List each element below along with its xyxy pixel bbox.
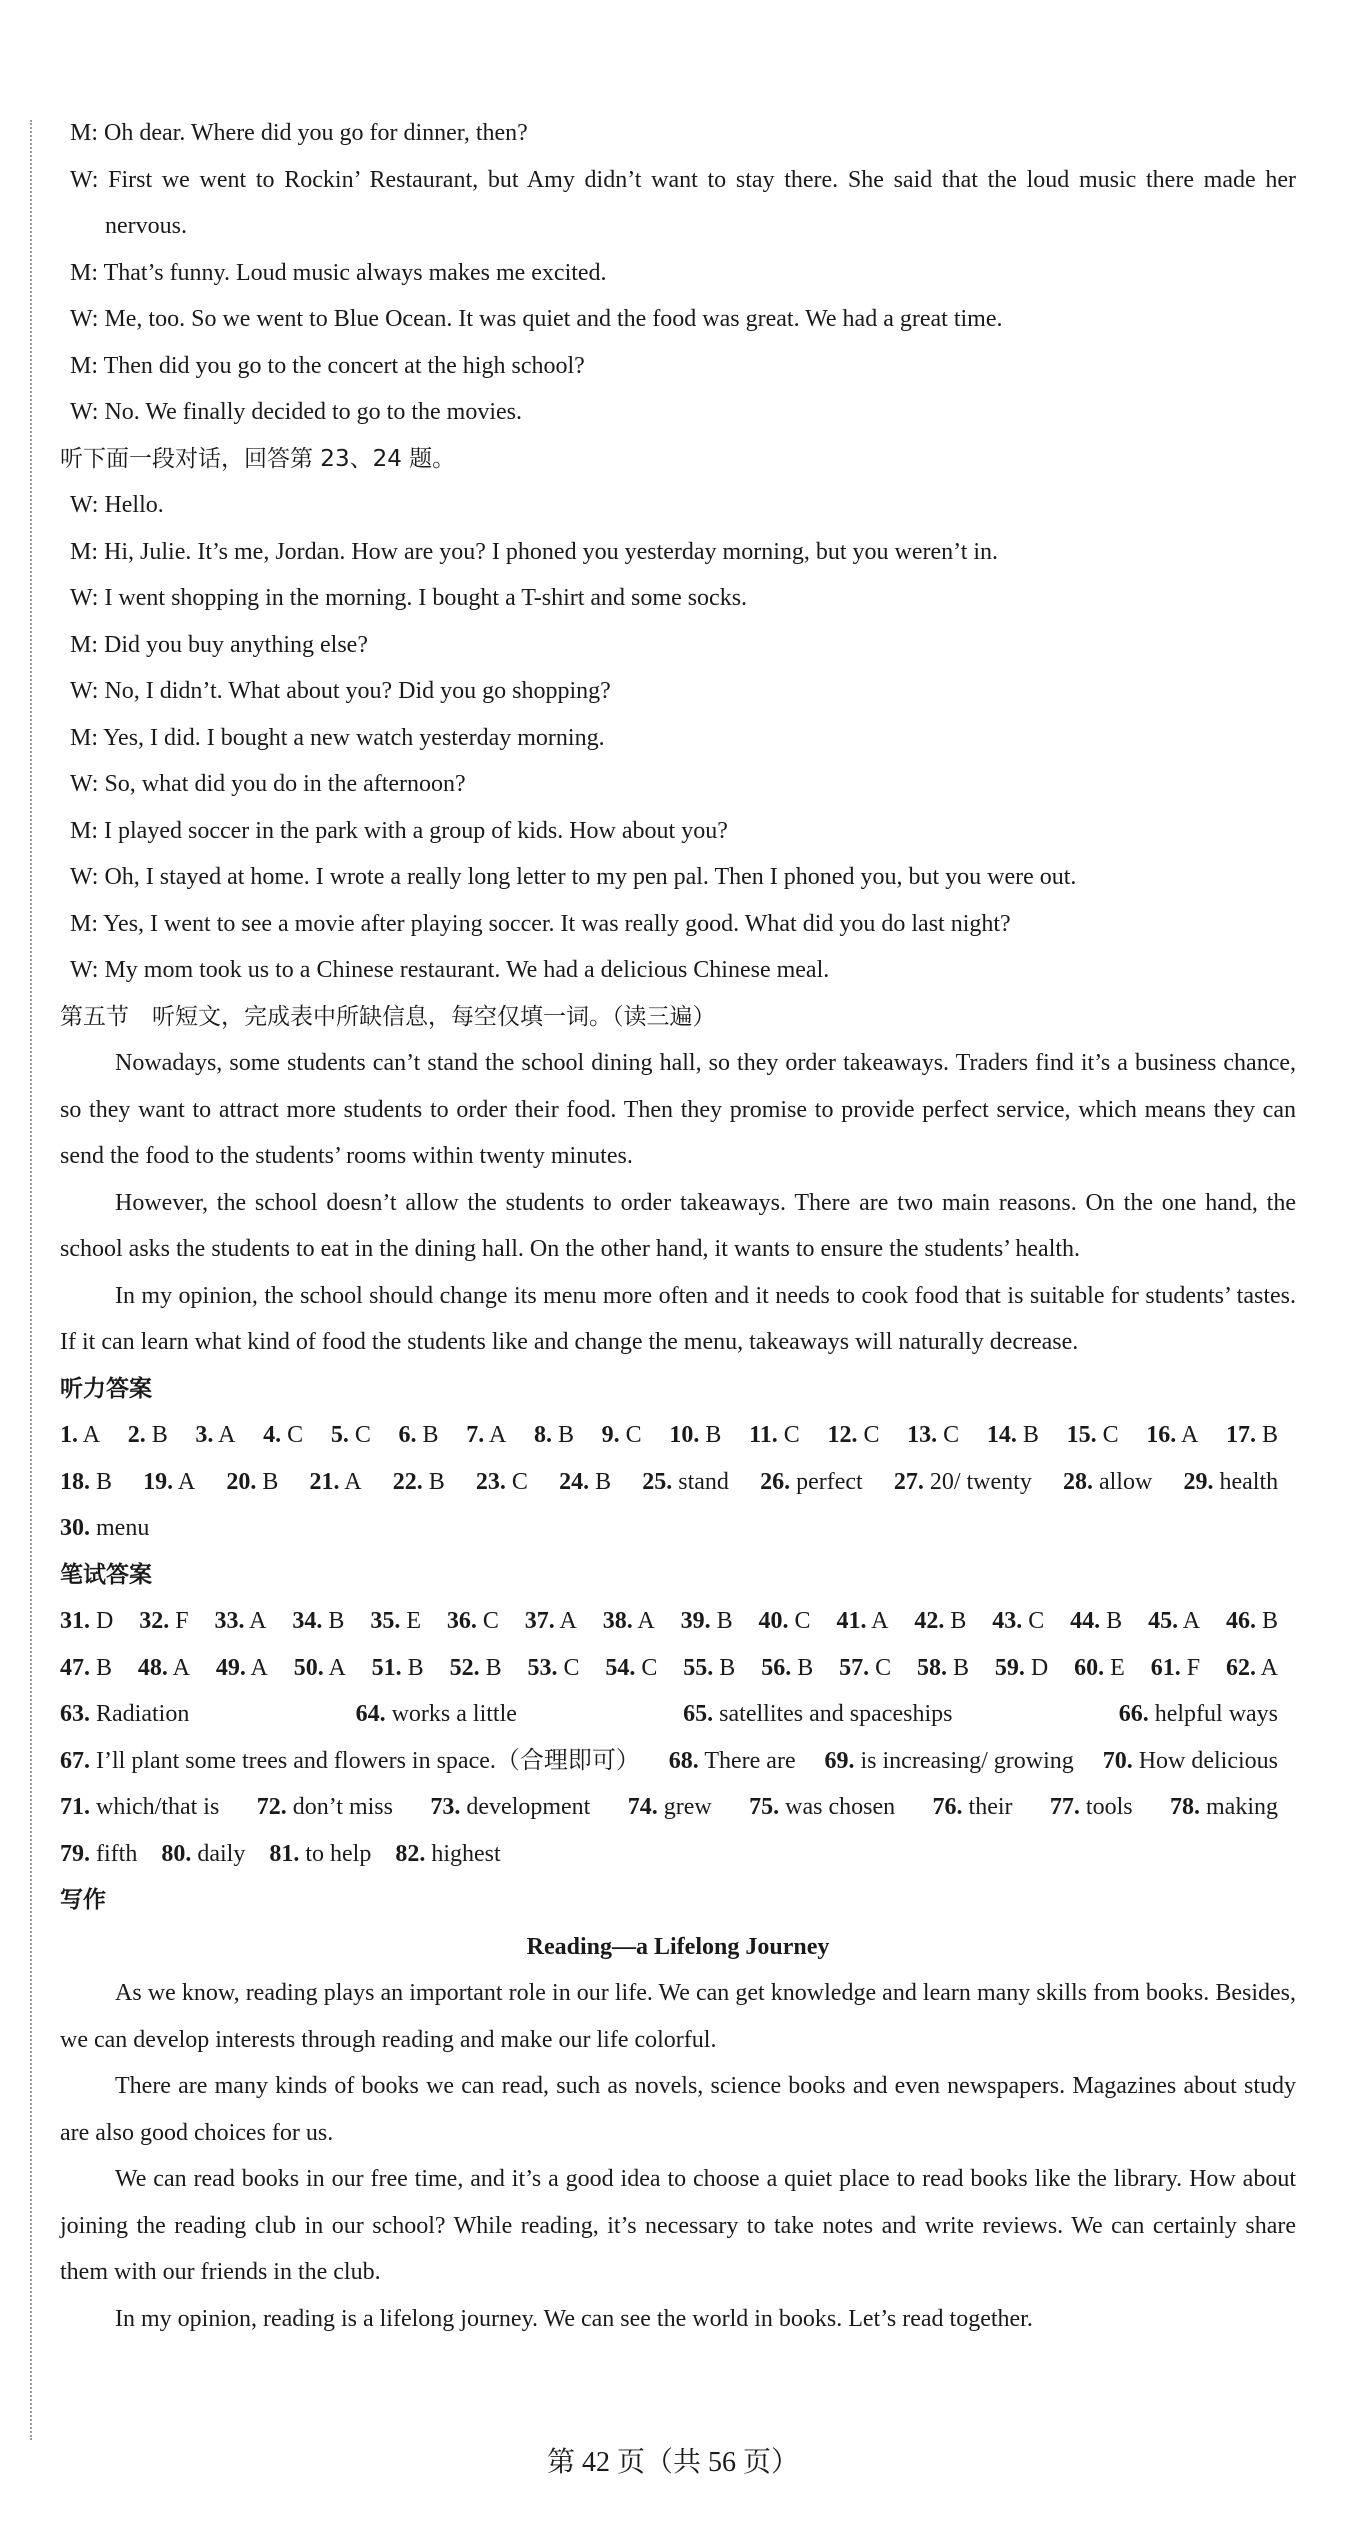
answer-value: C bbox=[783, 1422, 800, 1448]
answer-value: B bbox=[1262, 1608, 1279, 1634]
answer-value: grew bbox=[663, 1794, 712, 1820]
answer-number: 4. bbox=[263, 1422, 282, 1448]
answer-number: 82. bbox=[395, 1840, 426, 1867]
answer-number: 14. bbox=[986, 1422, 1017, 1448]
answer-value: B bbox=[485, 1654, 502, 1681]
dialogue-line: W: Hello. bbox=[70, 492, 164, 518]
answer-value: B bbox=[595, 1468, 612, 1495]
answer-value: C bbox=[943, 1422, 960, 1448]
answer-item bbox=[60, 1412, 100, 1459]
answer-number: 75. bbox=[749, 1794, 780, 1820]
answer-item bbox=[683, 1645, 735, 1692]
answer-item bbox=[1226, 1412, 1278, 1459]
answer-value: don’t miss bbox=[292, 1794, 393, 1820]
answer-number: 61. bbox=[1150, 1654, 1181, 1681]
answer-value: health bbox=[1219, 1468, 1279, 1495]
answer-number: 79. bbox=[60, 1840, 90, 1867]
dialogue-1 bbox=[60, 110, 1296, 436]
answer-number: 12. bbox=[827, 1422, 858, 1448]
answer-number: 9. bbox=[601, 1422, 620, 1448]
answer-value: daily bbox=[197, 1840, 246, 1867]
answer-item bbox=[399, 1412, 439, 1459]
answer-value: to help bbox=[305, 1840, 372, 1867]
answer-number: 24. bbox=[559, 1468, 590, 1495]
answer-item bbox=[825, 1738, 1074, 1785]
answer-number: 72. bbox=[256, 1794, 287, 1820]
answer-number: 34. bbox=[292, 1608, 323, 1634]
answer-item bbox=[602, 1412, 642, 1459]
answer-item bbox=[1226, 1645, 1278, 1692]
dialogue-line: W: So, what did you do in the afternoon? bbox=[70, 771, 466, 797]
answer-number: 28. bbox=[1062, 1468, 1093, 1495]
answer-value: B bbox=[428, 1468, 445, 1495]
answer-number: 19. bbox=[143, 1468, 174, 1495]
answer-item bbox=[356, 1691, 517, 1738]
answer-value: works a little bbox=[391, 1701, 517, 1727]
answer-item bbox=[907, 1412, 959, 1459]
answer-item bbox=[760, 1459, 863, 1506]
essay-paragraph: In my opinion, reading is a lifelong journey. We can see the world in books. Let’s read together. bbox=[115, 2305, 1033, 2332]
answer-value: Radiation bbox=[96, 1701, 190, 1727]
answer-item bbox=[393, 1459, 445, 1506]
dialogue-line: W: I went shopping in the morning. I bought a T-shirt and some socks. bbox=[70, 585, 748, 611]
answer-item bbox=[60, 1738, 640, 1785]
answer-number: 8. bbox=[533, 1422, 552, 1448]
answer-number: 29. bbox=[1183, 1468, 1214, 1495]
answer-value: is increasing/ growing bbox=[860, 1747, 1074, 1774]
answer-value: which/that is bbox=[96, 1794, 220, 1820]
answer-item bbox=[139, 1598, 188, 1645]
answer-value: F bbox=[175, 1608, 189, 1634]
passage-paragraph: However, the school doesn’t allow the students to order takeaways. There are two main reasons. On the one hand, the school asks the students to eat in the dining hall. On the other hand, it wants to ensure the students’ health. bbox=[60, 1189, 1296, 1262]
page-number: 第 42 页（共 56 页） bbox=[546, 2447, 799, 2478]
answer-number: 35. bbox=[370, 1608, 401, 1634]
answer-item bbox=[749, 1784, 895, 1831]
answer-item bbox=[836, 1598, 888, 1645]
answer-value: D bbox=[96, 1608, 114, 1634]
answer-value: A bbox=[82, 1422, 101, 1448]
answer-item bbox=[534, 1412, 574, 1459]
answer-number: 13. bbox=[907, 1422, 938, 1448]
answer-value: stand bbox=[678, 1468, 729, 1495]
answer-value: B bbox=[151, 1422, 168, 1448]
answer-value: A bbox=[871, 1608, 889, 1634]
answer-value: A bbox=[1182, 1608, 1201, 1634]
answer-item bbox=[1148, 1598, 1200, 1645]
answer-value: A bbox=[488, 1422, 507, 1448]
answer-number: 74. bbox=[627, 1794, 658, 1820]
answer-item bbox=[60, 1691, 189, 1738]
answer-value: B bbox=[1262, 1422, 1279, 1448]
essay bbox=[60, 1970, 1296, 2342]
answer-value: A bbox=[637, 1608, 655, 1634]
answer-number: 81. bbox=[269, 1840, 300, 1867]
answer-number: 76. bbox=[932, 1794, 963, 1820]
answer-value: E bbox=[406, 1608, 421, 1634]
answer-number: 18. bbox=[60, 1468, 90, 1495]
answer-item bbox=[161, 1831, 245, 1878]
answer-item bbox=[669, 1412, 721, 1459]
answer-number: 6. bbox=[398, 1422, 417, 1448]
answer-item bbox=[759, 1598, 811, 1645]
answer-number: 47. bbox=[60, 1654, 90, 1681]
answer-number: 15. bbox=[1066, 1422, 1097, 1448]
page-content bbox=[60, 110, 1296, 2342]
answer-number: 45. bbox=[1148, 1608, 1179, 1634]
answer-item bbox=[310, 1459, 362, 1506]
answer-item bbox=[917, 1645, 969, 1692]
answer-value: C bbox=[1102, 1422, 1119, 1448]
essay-paragraph: As we know, reading plays an important role in our life. We can get knowledge and learn many skills from books. Besides, we can develop interests through reading and make our life colorful. bbox=[60, 1980, 1296, 2053]
answer-number: 1. bbox=[60, 1422, 78, 1448]
answer-item bbox=[263, 1412, 303, 1459]
instruction-23-24: 听下面一段对话，回答第 23、24 题。 bbox=[60, 445, 456, 472]
answer-number: 71. bbox=[60, 1794, 90, 1820]
answer-item bbox=[605, 1645, 657, 1692]
answer-item bbox=[1074, 1645, 1125, 1692]
answer-value: A bbox=[177, 1468, 196, 1495]
answer-item bbox=[331, 1412, 371, 1459]
answer-number: 31. bbox=[60, 1608, 90, 1634]
answer-value: A bbox=[250, 1654, 268, 1681]
answer-value: There are bbox=[704, 1747, 796, 1774]
answer-value: B bbox=[557, 1422, 574, 1448]
answer-item bbox=[60, 1784, 219, 1831]
passage-paragraph: In my opinion, the school should change its menu more often and it needs to cook food that is suitable for students’ tastes. If it can learn what kind of food the students like and change the menu, takeaways will naturally decrease. bbox=[60, 1282, 1296, 1355]
answer-item bbox=[992, 1598, 1044, 1645]
answer-number: 3. bbox=[195, 1422, 214, 1448]
answer-value: C bbox=[511, 1468, 528, 1495]
answer-value: B bbox=[797, 1654, 814, 1681]
answer-value: menu bbox=[96, 1515, 150, 1541]
answer-value: A bbox=[344, 1468, 362, 1495]
dialogue-line: M: I played soccer in the park with a group of kids. How about you? bbox=[70, 817, 728, 844]
dialogue-line: W: No, I didn’t. What about you? Did you go shopping? bbox=[70, 678, 611, 704]
answer-value: development bbox=[466, 1794, 591, 1820]
answer-item bbox=[1103, 1738, 1278, 1785]
answer-item bbox=[60, 1831, 137, 1878]
answer-value: A bbox=[218, 1422, 236, 1448]
answer-number: 66. bbox=[1118, 1701, 1149, 1727]
answer-item bbox=[195, 1412, 235, 1459]
answer-item bbox=[466, 1412, 506, 1459]
answer-value: B bbox=[716, 1608, 733, 1634]
answer-number: 67. bbox=[60, 1747, 90, 1774]
dialogue-line: M: Hi, Julie. It’s me, Jordan. How are you? I phoned you yesterday morning, but you weren’t in. bbox=[70, 538, 999, 565]
answer-number: 70. bbox=[1102, 1747, 1133, 1774]
answer-item bbox=[447, 1598, 499, 1645]
dialogue-2 bbox=[60, 482, 1296, 994]
answer-value: highest bbox=[431, 1840, 501, 1867]
answer-value: C bbox=[625, 1422, 642, 1448]
answer-item bbox=[1050, 1784, 1133, 1831]
answer-number: 64. bbox=[355, 1701, 386, 1727]
answer-value: C bbox=[641, 1654, 658, 1681]
answer-value: C bbox=[354, 1422, 371, 1448]
answer-item bbox=[372, 1645, 424, 1692]
answer-item bbox=[60, 1645, 112, 1692]
answer-value: A bbox=[249, 1608, 267, 1634]
listening-passage bbox=[60, 1040, 1296, 1366]
answer-item bbox=[1170, 1784, 1278, 1831]
answer-item bbox=[128, 1412, 168, 1459]
answer-item bbox=[995, 1645, 1048, 1692]
answer-item bbox=[294, 1645, 346, 1692]
answer-value: allow bbox=[1098, 1468, 1153, 1495]
answer-value: fifth bbox=[96, 1840, 138, 1867]
answer-item bbox=[60, 1459, 112, 1506]
answer-value: making bbox=[1206, 1794, 1279, 1820]
answer-item bbox=[525, 1598, 577, 1645]
answer-number: 32. bbox=[139, 1608, 170, 1634]
answer-number: 21. bbox=[309, 1468, 340, 1495]
answer-item bbox=[216, 1645, 268, 1692]
dialogue-line: W: Me, too. So we went to Blue Ocean. It was quiet and the food was great. We had a great time. bbox=[70, 306, 1003, 332]
answer-number: 5. bbox=[330, 1422, 349, 1448]
answer-item bbox=[1067, 1412, 1119, 1459]
answer-item bbox=[226, 1459, 278, 1506]
answer-item bbox=[933, 1784, 1013, 1831]
dialogue-line: M: Yes, I went to see a movie after playing soccer. It was really good. What did you do last night? bbox=[70, 910, 1011, 937]
answer-item bbox=[628, 1784, 712, 1831]
dialogue-line: M: That’s funny. Loud music always makes me excited. bbox=[70, 259, 607, 286]
answer-number: 56. bbox=[761, 1654, 792, 1681]
answer-number: 20. bbox=[226, 1468, 257, 1495]
answer-number: 16. bbox=[1146, 1422, 1177, 1448]
answer-item bbox=[683, 1691, 952, 1738]
answer-number: 2. bbox=[127, 1422, 146, 1448]
answer-item bbox=[60, 1598, 113, 1645]
answer-item bbox=[761, 1645, 813, 1692]
answer-number: 62. bbox=[1225, 1654, 1256, 1681]
answer-number: 49. bbox=[215, 1654, 246, 1681]
dialogue-line: M: Yes, I did. I bought a new watch yesterday morning. bbox=[70, 724, 605, 751]
answer-item bbox=[894, 1459, 1032, 1506]
dialogue-line: W: No. We finally decided to go to the movies. bbox=[70, 399, 522, 425]
answer-number: 39. bbox=[680, 1608, 711, 1634]
answer-number: 10. bbox=[669, 1422, 700, 1448]
answer-value: E bbox=[1110, 1654, 1125, 1681]
answer-number: 23. bbox=[475, 1468, 506, 1495]
answer-item bbox=[269, 1831, 371, 1878]
answer-number: 43. bbox=[992, 1608, 1023, 1634]
answer-value: A bbox=[559, 1608, 577, 1634]
listening-answers bbox=[60, 1412, 1296, 1552]
answer-item bbox=[430, 1784, 590, 1831]
answer-number: 58. bbox=[917, 1654, 948, 1681]
answer-value: B bbox=[719, 1654, 736, 1681]
dialogue-line: M: Oh dear. Where did you go for dinner, then? bbox=[70, 120, 528, 146]
answer-item bbox=[987, 1412, 1039, 1459]
answer-number: 48. bbox=[137, 1654, 168, 1681]
answer-value: C bbox=[794, 1608, 811, 1634]
answer-item bbox=[143, 1459, 195, 1506]
answer-item bbox=[827, 1412, 879, 1459]
answer-value: B bbox=[1022, 1422, 1039, 1448]
answer-number: 60. bbox=[1074, 1654, 1105, 1681]
answer-value: B bbox=[96, 1654, 113, 1681]
binding-margin bbox=[30, 120, 32, 2440]
answer-number: 42. bbox=[914, 1608, 945, 1634]
written-answers-heading: 笔试答案 bbox=[60, 1561, 152, 1588]
answer-number: 78. bbox=[1170, 1794, 1201, 1820]
answer-number: 22. bbox=[392, 1468, 423, 1495]
answer-value: perfect bbox=[796, 1468, 863, 1495]
answer-value: satellites and spaceships bbox=[719, 1701, 953, 1727]
dialogue-line: M: Did you buy anything else? bbox=[70, 631, 368, 658]
answer-number: 46. bbox=[1226, 1608, 1256, 1634]
dialogue-line: W: My mom took us to a Chinese restaurant. We had a delicious Chinese meal. bbox=[70, 957, 830, 983]
answer-number: 77. bbox=[1049, 1794, 1080, 1820]
answer-value: C bbox=[863, 1422, 880, 1448]
answer-item bbox=[527, 1645, 579, 1692]
answer-item bbox=[681, 1598, 733, 1645]
answer-number: 65. bbox=[683, 1701, 714, 1727]
answer-item bbox=[1226, 1598, 1278, 1645]
answer-item bbox=[1119, 1691, 1278, 1738]
dialogue-line: W: First we went to Rockin’ Restaurant, but Amy didn’t want to stay there. She said that the loud music there made her nervous. bbox=[70, 166, 1296, 239]
answer-item bbox=[476, 1459, 528, 1506]
answer-value: B bbox=[1106, 1608, 1123, 1634]
written-answers bbox=[60, 1598, 1296, 1877]
answer-value: A bbox=[1180, 1422, 1199, 1448]
answer-number: 51. bbox=[371, 1654, 402, 1681]
answer-number: 17. bbox=[1226, 1422, 1256, 1448]
answer-value: B bbox=[705, 1422, 722, 1448]
answer-value: A bbox=[1260, 1654, 1278, 1681]
answer-value: tools bbox=[1085, 1794, 1133, 1820]
answer-number: 80. bbox=[161, 1840, 192, 1867]
answer-item bbox=[214, 1598, 266, 1645]
answer-item bbox=[60, 1505, 149, 1552]
answer-number: 33. bbox=[214, 1608, 245, 1634]
answer-value: C bbox=[563, 1654, 580, 1681]
answer-value: How delicious bbox=[1138, 1747, 1278, 1774]
answer-value: B bbox=[328, 1608, 345, 1634]
answer-number: 27. bbox=[893, 1468, 924, 1495]
answer-value: D bbox=[1030, 1654, 1049, 1681]
answer-value: A bbox=[328, 1654, 346, 1681]
answer-number: 59. bbox=[994, 1654, 1025, 1681]
answer-value: B bbox=[96, 1468, 113, 1495]
answer-value: helpful ways bbox=[1154, 1701, 1279, 1727]
answer-value: I’ll plant some trees and flowers in space.（合理即可） bbox=[96, 1747, 640, 1774]
answer-number: 38. bbox=[602, 1608, 633, 1634]
answer-number: 68. bbox=[668, 1747, 699, 1774]
answer-value: B bbox=[953, 1654, 970, 1681]
answer-number: 30. bbox=[60, 1515, 90, 1541]
answer-number: 25. bbox=[642, 1468, 673, 1495]
answer-value: B bbox=[950, 1608, 967, 1634]
answer-item bbox=[450, 1645, 502, 1692]
answer-item bbox=[669, 1738, 796, 1785]
answer-value: B bbox=[262, 1468, 279, 1495]
answer-value: C bbox=[1028, 1608, 1045, 1634]
answer-number: 40. bbox=[758, 1608, 789, 1634]
answer-item bbox=[1063, 1459, 1152, 1506]
answer-item bbox=[749, 1412, 800, 1459]
answer-item bbox=[1070, 1598, 1122, 1645]
answer-item bbox=[1183, 1459, 1278, 1506]
answer-number: 26. bbox=[760, 1468, 791, 1495]
answer-item bbox=[395, 1831, 500, 1878]
passage-paragraph: Nowadays, some students can’t stand the school dining hall, so they order takeaways. Traders find it’s a business chance, so they want to attract more students to order their food. Then they promise to provide perfect service, which means they can send the food to the students’ rooms within twenty minutes. bbox=[60, 1050, 1296, 1169]
answer-value: F bbox=[1186, 1654, 1201, 1681]
answer-number: 36. bbox=[446, 1608, 477, 1634]
answer-number: 11. bbox=[749, 1422, 778, 1448]
answer-item bbox=[370, 1598, 421, 1645]
answer-number: 55. bbox=[683, 1654, 714, 1681]
essay-title: Reading—a Lifelong Journey bbox=[526, 1933, 830, 1960]
answer-value: C bbox=[482, 1608, 499, 1634]
answer-number: 73. bbox=[430, 1794, 461, 1820]
answer-item bbox=[1151, 1645, 1200, 1692]
answer-value: their bbox=[968, 1794, 1013, 1820]
answer-number: 44. bbox=[1070, 1608, 1101, 1634]
answer-number: 63. bbox=[60, 1701, 90, 1727]
answer-item bbox=[839, 1645, 891, 1692]
answer-value: B bbox=[407, 1654, 424, 1681]
answer-value: B bbox=[422, 1422, 439, 1448]
answer-value: A bbox=[172, 1654, 190, 1681]
answer-number: 37. bbox=[524, 1608, 555, 1634]
answer-item bbox=[914, 1598, 966, 1645]
dialogue-line: M: Then did you go to the concert at the high school? bbox=[70, 352, 585, 379]
section-5-title: 第五节 听短文，完成表中所缺信息，每空仅填一词。（读三遍） bbox=[60, 1003, 716, 1030]
answer-number: 52. bbox=[449, 1654, 480, 1681]
answer-item bbox=[603, 1598, 655, 1645]
answer-value: C bbox=[875, 1654, 892, 1681]
answer-value: 20/ twenty bbox=[929, 1468, 1032, 1495]
answer-number: 50. bbox=[293, 1654, 324, 1681]
essay-paragraph: We can read books in our free time, and it’s a good idea to choose a quiet place to read books like the library. How about joining the reading club in our school? While reading, it’s necessary to take notes and write reviews. We can certainly share them with our friends in the club. bbox=[60, 2166, 1296, 2285]
essay-paragraph: There are many kinds of books we can read, such as novels, science books and even newspapers. Magazines about study are also good choices for us. bbox=[60, 2073, 1296, 2146]
answer-number: 57. bbox=[839, 1654, 870, 1681]
answer-number: 54. bbox=[605, 1654, 636, 1681]
answer-item bbox=[559, 1459, 611, 1506]
answer-item bbox=[642, 1459, 729, 1506]
answer-number: 7. bbox=[466, 1422, 485, 1448]
answer-item bbox=[292, 1598, 344, 1645]
listening-answers-heading: 听力答案 bbox=[60, 1375, 152, 1402]
answer-item bbox=[1146, 1412, 1198, 1459]
answer-item bbox=[138, 1645, 190, 1692]
answer-number: 69. bbox=[824, 1747, 855, 1774]
answer-item bbox=[257, 1784, 393, 1831]
writing-heading: 写作 bbox=[60, 1887, 106, 1913]
answer-number: 53. bbox=[527, 1654, 558, 1681]
dialogue-line: W: Oh, I stayed at home. I wrote a really long letter to my pen pal. Then I phoned you, but you were out. bbox=[70, 864, 1077, 890]
answer-value: was chosen bbox=[785, 1794, 896, 1820]
answer-value: C bbox=[287, 1422, 304, 1448]
answer-number: 41. bbox=[836, 1608, 867, 1634]
